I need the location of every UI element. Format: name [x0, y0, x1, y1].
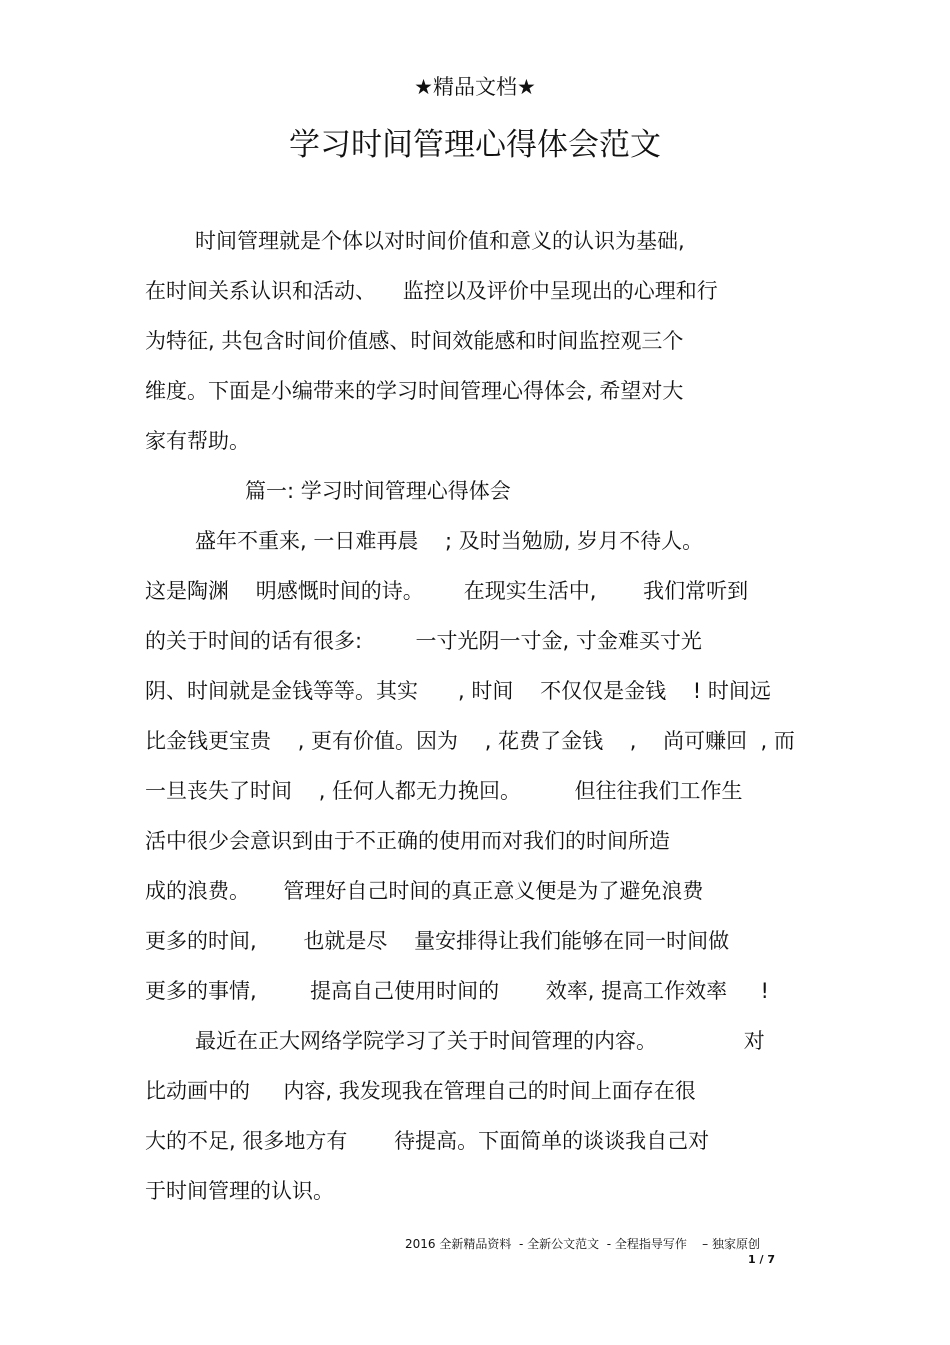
paragraph-line: 成的浪费。 管理好自己时间的真正意义便是为了避免浪费 [145, 879, 704, 903]
paragraph-line: 比动画中的 内容, 我发现我在管理自己的时间上面存在很 [145, 1079, 696, 1103]
paragraph-line: 为特征, 共包含时间价值感、时间效能感和时间监控观三个 [145, 329, 684, 353]
page-number: 1 / 7 [748, 1253, 775, 1266]
paragraph-line: 阴、时间就是金钱等等。其实 , 时间 不仅仅是金钱 ! 时间远 [145, 679, 771, 703]
paragraph-line: 家有帮助。 [145, 429, 250, 453]
paragraph-line: 的关于时间的话有很多: 一寸光阴一寸金, 寸金难买寸光 [145, 629, 702, 653]
paragraph-line: 时间管理就是个体以对时间价值和意义的认识为基础, [195, 229, 685, 253]
paragraph-line: 盛年不重来, 一日难再晨 ; 及时当勉励, 岁月不待人。 [195, 529, 704, 553]
paragraph-line: 在时间关系认识和活动、 监控以及评价中呈现出的心理和行 [145, 279, 718, 303]
footer-note: 2016 全新精品资料 - 全新公文范文 - 全程指导写作 – 独家原创 [405, 1237, 760, 1251]
paragraph-line: 维度。下面是小编带来的学习时间管理心得体会, 希望对大 [145, 379, 684, 403]
paragraph-line: 活中很少会意识到由于不正确的使用而对我们的时间所造 [145, 829, 670, 853]
paragraph-line: 这是陶渊 明感慨时间的诗。 在现实生活中, 我们常听到 [145, 579, 749, 603]
paragraph-line: 一旦丧失了时间 , 任何人都无力挽回。 但往往我们工作生 [145, 779, 743, 803]
section-heading: 篇一: 学习时间管理心得体会 [245, 479, 511, 503]
header-mark: ★精品文档★ [414, 75, 536, 99]
paragraph-line: 更多的事情, 提高自己使用时间的 效率, 提高工作效率 ! [145, 979, 769, 1003]
paragraph-line: 于时间管理的认识。 [145, 1179, 334, 1203]
paragraph-line: 大的不足, 很多地方有 待提高。下面简单的谈谈我自己对 [145, 1129, 710, 1153]
paragraph-line: 更多的时间, 也就是尽 量安排得让我们能够在同一时间做 [145, 929, 730, 953]
paragraph-line: 比金钱更宝贵 , 更有价值。因为 , 花费了金钱 , 尚可赚回 , 而 [145, 729, 795, 753]
document-title: 学习时间管理心得体会范文 [289, 127, 661, 163]
paragraph-line: 最近在正大网络学院学习了关于时间管理的内容。 对 [195, 1029, 765, 1053]
